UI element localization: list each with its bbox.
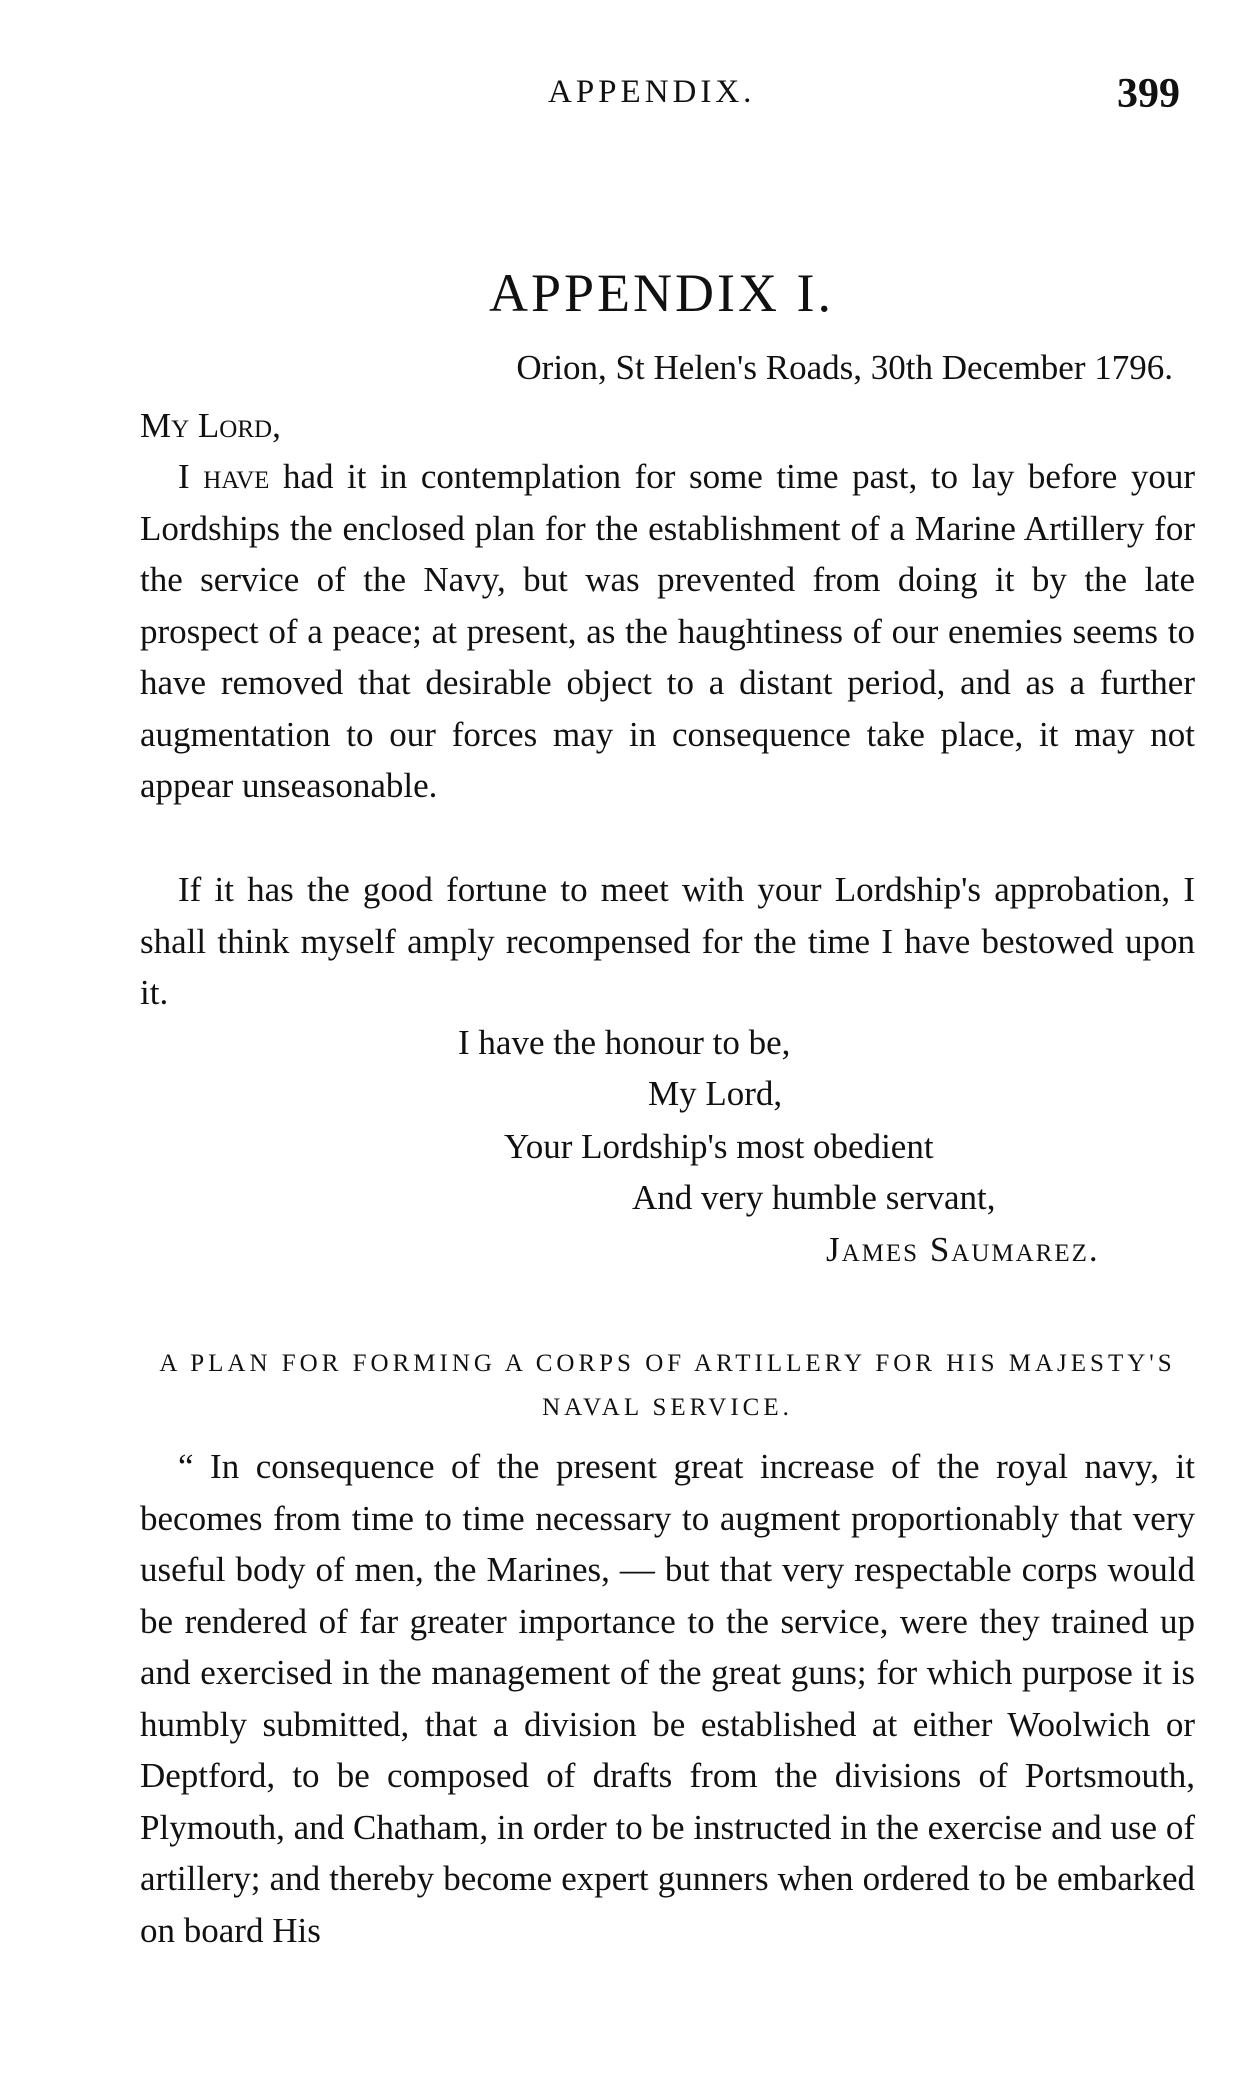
letter-paragraph-2-text: If it has the good fortune to meet with your Lordship's approbation, I shall think myself amply recompensed for the time I have bestowed upon it.	[140, 870, 1195, 1012]
letter-salutation: My Lord,	[140, 406, 281, 445]
paragraph-lead-words: I have	[178, 457, 270, 496]
page-number: 399	[1117, 71, 1180, 117]
closing-line-1: I have the honour to be,	[458, 1023, 791, 1062]
letter-paragraph-1	[140, 451, 1195, 812]
signature-name: James Saumarez.	[826, 1230, 1100, 1269]
running-header	[140, 71, 1180, 134]
letter-paragraph-2	[140, 864, 1195, 1019]
appendix-heading: APPENDIX I.	[488, 263, 834, 323]
closing-line-3: Your Lordship's most obedient	[504, 1127, 934, 1166]
letter-paragraph-1-text	[140, 451, 1195, 812]
letter-dateline: Orion, St Helen's Roads, 30th December 1796.	[516, 348, 1173, 387]
plan-paragraph-text: “ In consequence of the present great increase of the royal navy, it becomes from time to time necessary to augment proportionably that very useful body of men, the Marines, — but that very respectable corps would be rendered of far greater importance to the service, were they trained up and exercised in the management of the great guns; for which purpose it is humbly submitted, that a division be established at either Woolwich or Deptford, to be composed of drafts from the divisions of Portsmouth, Plymouth, and Chatham, in order to be instructed in the exercise and use of artillery; and thereby become expert gunners when ordered to be embarked on board His	[140, 1447, 1195, 1950]
paragraph-body: had it in contemplation for some time past, to lay before your Lordships the enclosed plan for the establishment of a Marine Artillery for the service of the Navy, but was prevented from doing it by the late prospect of a peace; at present, as the haughtiness of our enemies seems to have removed that desirable object to a distant period, and as a further augmentation to our forces may in consequence take place, it may not appear unseasonable.	[140, 457, 1195, 805]
running-title: APPENDIX.	[548, 74, 756, 110]
plan-heading: A PLAN FOR FORMING A CORPS OF ARTILLERY FOR HIS MAJESTY'S NAVAL SERVICE.	[159, 1350, 1176, 1421]
plan-paragraph	[140, 1441, 1195, 1956]
closing-line-2: My Lord,	[648, 1074, 783, 1113]
closing-line-4: And very humble servant,	[632, 1178, 996, 1217]
